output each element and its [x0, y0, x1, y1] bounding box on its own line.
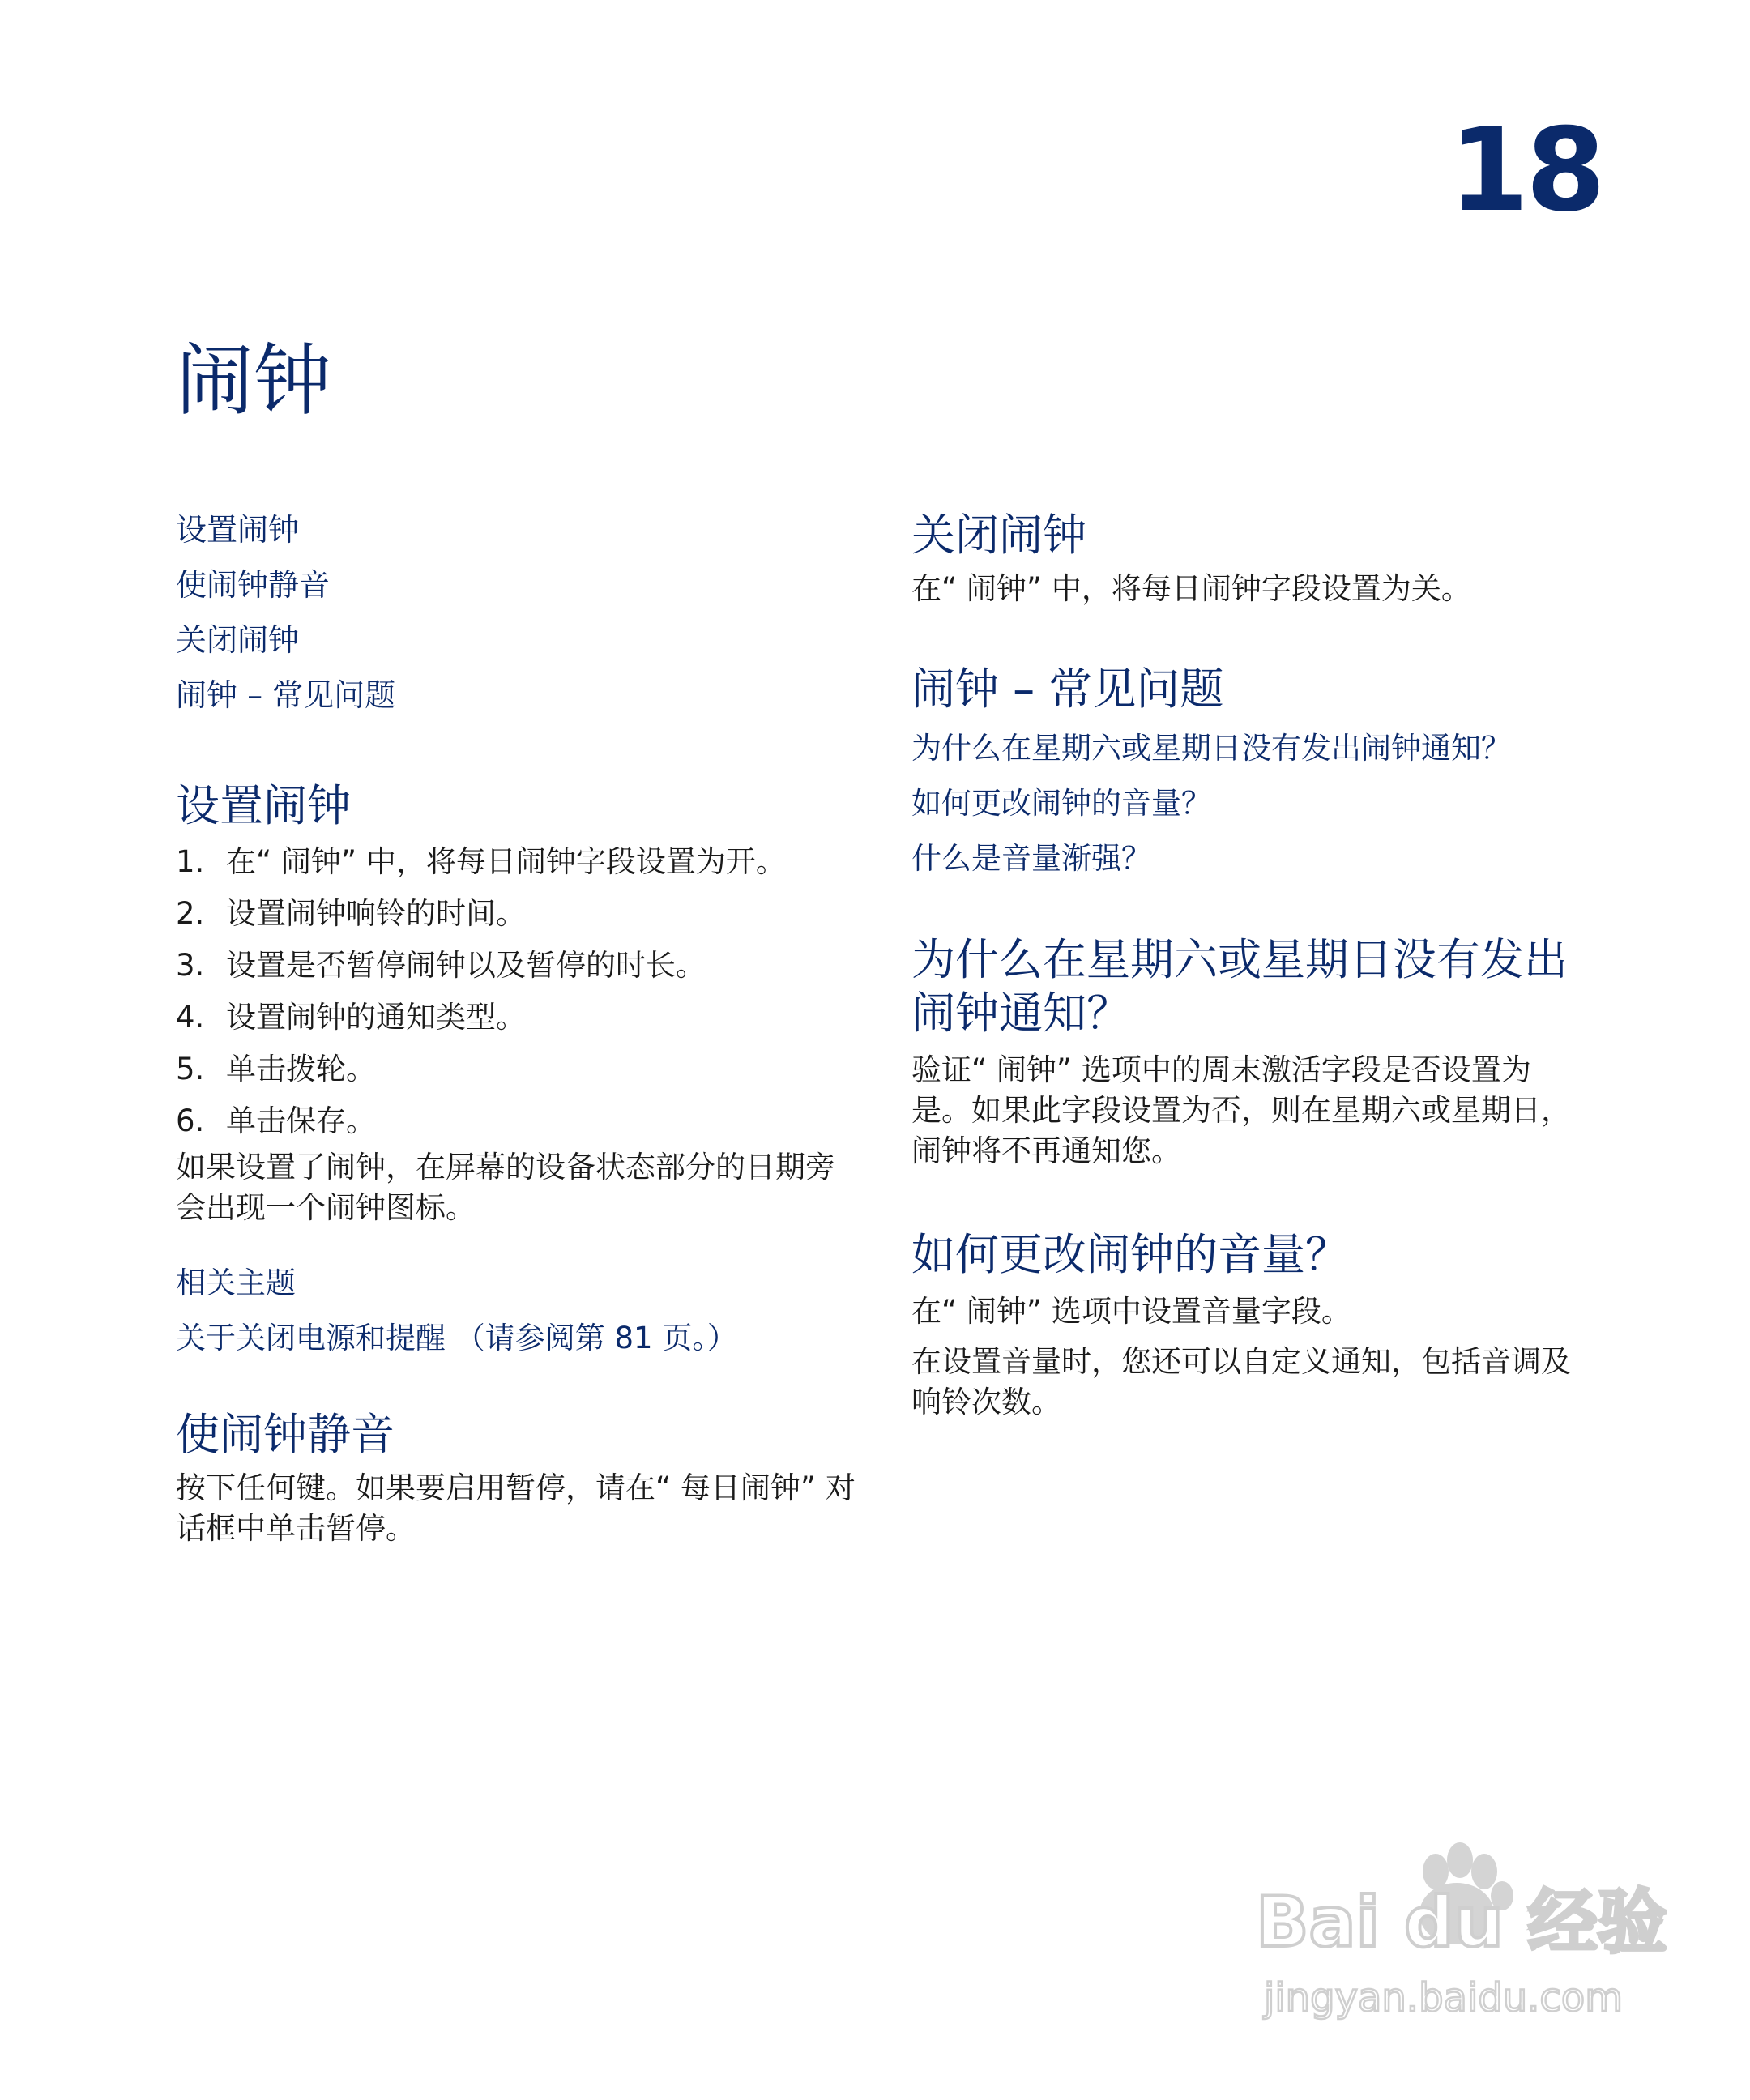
faq-link-weekend[interactable]: 为什么在星期六或星期日没有发出闹钟通知？ — [911, 731, 1511, 766]
faq-link-crescendo[interactable]: 什么是音量渐强？ — [911, 841, 1151, 876]
related-topic-link[interactable]: 关于关闭电源和提醒 （请参阅第 81 页。） — [176, 1321, 737, 1355]
related-topics-label[interactable]: 相关主题 — [176, 1266, 296, 1300]
section-heading-volume: 如何更改闹钟的音量？ — [911, 1229, 1349, 1280]
toc-item[interactable] — [176, 668, 856, 723]
section-heading-silence: 使闹钟静音 — [176, 1409, 395, 1460]
toc-item[interactable] — [176, 557, 856, 612]
step-number: 2. — [176, 896, 205, 931]
table-of-contents — [176, 502, 856, 723]
faq-link-volume[interactable]: 如何更改闹钟的音量？ — [911, 786, 1211, 821]
watermark-brand: Bai du 经验 — [1256, 1882, 1667, 1963]
step-text: 设置是否暂停闹钟以及暂停的时长。 — [226, 948, 706, 983]
left-column — [176, 502, 856, 1549]
chapter-title: 闹钟 — [176, 335, 331, 426]
baidu-jingyan-watermark — [1248, 1839, 1669, 2034]
section-heading-faq: 闹钟 – 常见问题 — [911, 664, 1224, 715]
turn-off-text: 在“ 闹钟” 中，将每日闹钟字段设置为关。 — [911, 571, 1471, 606]
chapter-number: 18 — [1449, 104, 1603, 237]
volume-text-2: 在设置音量时，您还可以自定义通知，包括音调及响铃次数。 — [911, 1344, 1571, 1419]
toc-link-turn-off[interactable]: 关闭闹钟 — [176, 622, 300, 658]
set-alarm-note: 如果设置了闹钟，在屏幕的设备状态部分的日期旁会出现一个闹钟图标。 — [176, 1150, 835, 1225]
faq-links — [911, 721, 1576, 886]
step-item — [176, 836, 856, 888]
section-heading-turn-off: 关闭闹钟 — [911, 510, 1086, 561]
step-number: 6. — [176, 1103, 205, 1138]
toc-link-silence[interactable]: 使闹钟静音 — [176, 567, 331, 603]
section-heading-set-alarm: 设置闹钟 — [176, 780, 351, 831]
steps-list — [176, 836, 856, 1147]
step-text: 设置闹钟的通知类型。 — [226, 1000, 526, 1035]
section-heading-weekend: 为什么在星期六或星期日没有发出闹钟通知？ — [911, 934, 1568, 1039]
step-item — [176, 992, 856, 1044]
step-text: 单击拨轮。 — [226, 1052, 376, 1086]
step-text: 在“ 闹钟” 中，将每日闹钟字段设置为开。 — [226, 844, 786, 879]
weekend-text: 验证“ 闹钟” 选项中的周末激活字段是否设置为是。如果此字段设置为否，则在星期六或星期日，闹钟将不再通知您。 — [911, 1052, 1571, 1168]
step-item — [176, 1095, 856, 1147]
step-number: 4. — [176, 1000, 205, 1035]
silence-text: 按下任何键。如果要启用暂停，请在“ 每日闹钟” 对话框中单击暂停。 — [176, 1470, 856, 1546]
step-item — [176, 940, 856, 992]
step-text: 设置闹钟响铃的时间。 — [226, 896, 526, 931]
step-item — [176, 1044, 856, 1095]
right-column — [911, 502, 1576, 1423]
toc-link-set-alarm[interactable]: 设置闹钟 — [176, 512, 300, 548]
step-number: 1. — [176, 844, 205, 879]
watermark-url: jingyan.baidu.com — [1264, 1975, 1623, 2021]
step-number: 5. — [176, 1052, 205, 1086]
volume-text-1: 在“ 闹钟” 选项中设置音量字段。 — [911, 1294, 1351, 1329]
step-number: 3. — [176, 948, 205, 983]
step-text: 单击保存。 — [226, 1103, 376, 1138]
toc-link-faq[interactable]: 闹钟 – 常见问题 — [176, 677, 396, 713]
toc-item[interactable] — [176, 502, 856, 557]
step-item — [176, 888, 856, 940]
toc-item[interactable] — [176, 612, 856, 668]
